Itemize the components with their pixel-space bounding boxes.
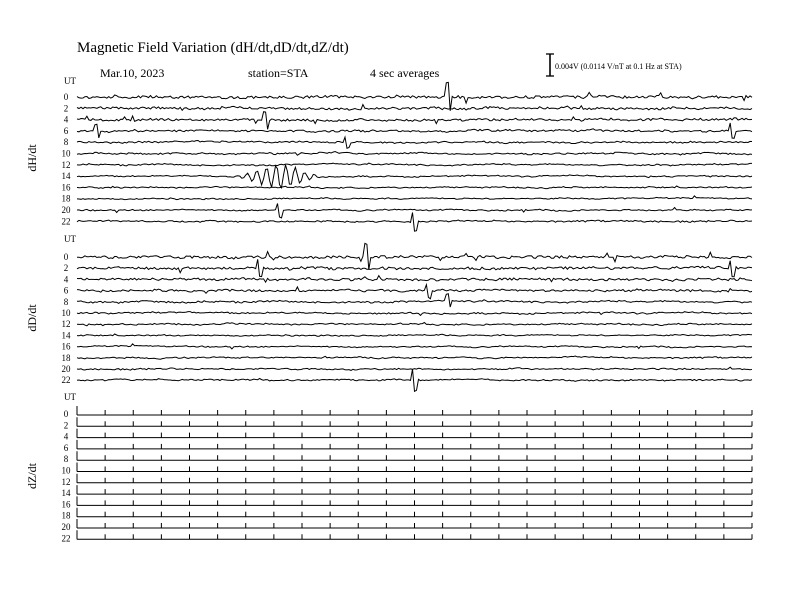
panel-label-dD: dD/dt — [25, 304, 39, 332]
row-label-12: 12 — [61, 319, 71, 330]
trace-row-22 — [77, 369, 752, 391]
row-label-22: 22 — [61, 533, 71, 544]
trace-row-18 — [77, 196, 752, 200]
row-label-6: 6 — [63, 442, 69, 453]
row-label-16: 16 — [61, 499, 71, 510]
row-label-4: 4 — [63, 431, 69, 442]
trace-row-12 — [77, 323, 752, 326]
row-label-22: 22 — [61, 216, 71, 227]
trace-row-16 — [77, 344, 752, 349]
panel-dH — [25, 76, 752, 231]
row-label-20: 20 — [61, 205, 71, 215]
scale-note: 0.004V (0.0114 V/nT at 0.1 Hz at STA) — [555, 62, 682, 71]
row-label-8: 8 — [63, 137, 69, 148]
trace-row-0 — [77, 82, 752, 110]
trace-row-20 — [77, 204, 752, 218]
trace-row-4 — [77, 112, 752, 130]
row-label-14: 14 — [61, 171, 71, 182]
ut-axis-label: UT — [64, 76, 76, 86]
trace-row-12 — [77, 163, 752, 166]
row-label-0: 0 — [63, 252, 69, 262]
chart-date: Mar.10, 2023 — [100, 66, 165, 80]
row-label-22: 22 — [61, 375, 71, 386]
row-label-18: 18 — [61, 352, 71, 363]
trace-row-8 — [77, 294, 752, 307]
row-label-4: 4 — [63, 274, 69, 285]
row-label-4: 4 — [63, 114, 69, 125]
row-label-0: 0 — [63, 92, 69, 102]
panel-label-dZ: dZ/dt — [25, 463, 39, 489]
panel-dZ — [25, 392, 752, 543]
row-label-6: 6 — [63, 125, 69, 136]
chart-station: station=STA — [248, 66, 309, 80]
trace-row-0 — [77, 243, 752, 269]
row-label-16: 16 — [61, 341, 71, 352]
row-label-10: 10 — [61, 148, 71, 159]
trace-row-4 — [77, 276, 752, 283]
row-label-2: 2 — [63, 103, 69, 114]
trace-row-6 — [77, 123, 752, 138]
trace-row-14 — [77, 334, 752, 336]
scale-bar — [546, 54, 554, 76]
trace-row-18 — [77, 356, 752, 359]
chart-averaging: 4 sec averages — [370, 66, 440, 80]
row-label-12: 12 — [61, 159, 71, 170]
row-label-18: 18 — [61, 510, 71, 521]
ut-axis-label: UT — [64, 234, 76, 244]
ut-axis-label: UT — [64, 392, 76, 402]
trace-row-2 — [77, 259, 752, 276]
trace-row-2 — [77, 105, 752, 111]
row-label-2: 2 — [63, 263, 69, 274]
panel-label-dH: dH/dt — [25, 144, 39, 172]
row-label-6: 6 — [63, 285, 69, 296]
chart-title: Magnetic Field Variation (dH/dt,dD/dt,dZ/dt) — [77, 40, 349, 56]
panel-dD — [25, 234, 752, 391]
trace-row-14 — [77, 165, 752, 188]
row-label-16: 16 — [61, 182, 71, 193]
trace-row-20 — [77, 367, 752, 370]
trace-row-8 — [77, 137, 752, 148]
row-label-20: 20 — [61, 364, 71, 374]
row-label-0: 0 — [63, 409, 69, 419]
row-label-18: 18 — [61, 193, 71, 204]
row-label-10: 10 — [61, 465, 71, 476]
row-label-10: 10 — [61, 308, 71, 318]
trace-row-10 — [77, 312, 752, 316]
row-label-8: 8 — [63, 296, 69, 307]
trace-row-6 — [77, 285, 752, 299]
row-label-14: 14 — [61, 330, 71, 341]
row-label-12: 12 — [61, 476, 71, 487]
row-label-20: 20 — [61, 522, 71, 532]
row-label-2: 2 — [63, 420, 69, 431]
trace-row-16 — [77, 186, 752, 189]
row-label-14: 14 — [61, 488, 71, 499]
row-label-8: 8 — [63, 454, 69, 465]
trace-row-10 — [77, 152, 752, 156]
trace-row-22 — [77, 213, 752, 232]
